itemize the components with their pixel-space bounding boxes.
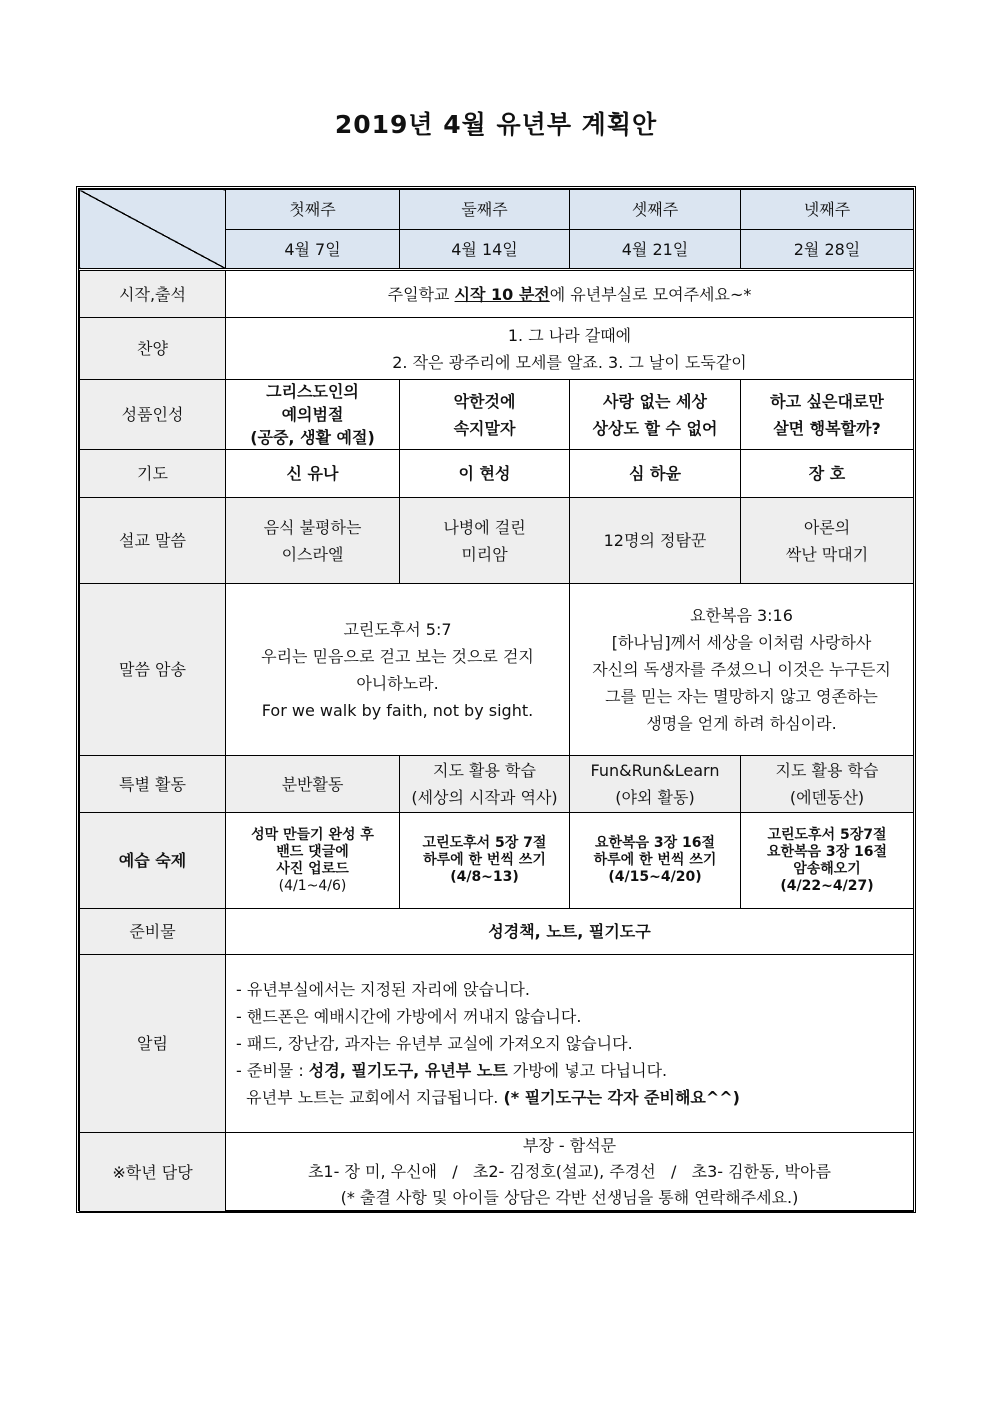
memory-verse-right: 요한복음 3:16 [하나님]께서 세상을 이처럼 사랑하사 자신의 독생자를 주셨으니 이것은 누구든지 그를 믿는 자는 멸망하지 않고 영존하는 생명을 얻게 하려 하심이라. xyxy=(570,584,914,756)
character-cell: 사랑 없는 세상 상상도 할 수 없어 xyxy=(570,380,741,450)
row-label: 찬양 xyxy=(80,318,226,380)
row-memory xyxy=(80,584,914,756)
row-label: 예습 숙제 xyxy=(80,813,226,909)
row-label: 시작,출석 xyxy=(80,270,226,318)
sermon-cell: 나병에 걸린 미리암 xyxy=(400,498,570,584)
row-notice xyxy=(80,955,914,1133)
plan-table xyxy=(79,189,914,1212)
sermon-cell: 12명의 정탐꾼 xyxy=(570,498,741,584)
row-label: ※학년 담당 xyxy=(80,1133,226,1212)
week-name: 셋째주 xyxy=(570,190,741,230)
row-homework xyxy=(80,813,914,909)
row-label: 설교 말씀 xyxy=(80,498,226,584)
sermon-cell: 음식 불평하는 이스라엘 xyxy=(226,498,400,584)
week-date: 4월 7일 xyxy=(226,230,400,270)
row-sermon xyxy=(80,498,914,584)
page-title: 2019년 4월 유년부 계획안 xyxy=(334,110,658,139)
row-label: 말씀 암송 xyxy=(80,584,226,756)
special-cell: 지도 활용 학습 (에덴동산) xyxy=(741,756,914,813)
row-materials xyxy=(80,909,914,955)
prayer-name: 심 하윤 xyxy=(570,450,741,498)
character-cell: 악한것에 속지말자 xyxy=(400,380,570,450)
character-cell: 그리스도인의 예의범절 (공중, 생활 예절) xyxy=(226,380,400,450)
row-start xyxy=(80,270,914,318)
memory-verse-left: 고린도후서 5:7 우리는 믿음으로 걷고 보는 것으로 걷지 아니하노라. For we walk by faith, not by sight. xyxy=(226,584,570,756)
row-staff xyxy=(80,1133,914,1212)
prayer-name: 신 유나 xyxy=(226,450,400,498)
special-cell: Fun&Run&Learn (야외 활동) xyxy=(570,756,741,813)
start-emphasis: 시작 10 분전 xyxy=(454,284,550,304)
special-cell: 지도 활용 학습 (세상의 시작과 역사) xyxy=(400,756,570,813)
row-praise xyxy=(80,318,914,380)
special-cell: 분반활동 xyxy=(226,756,400,813)
corner-diagonal-cell xyxy=(80,190,226,270)
materials-text: 성경책, 노트, 필기도구 xyxy=(226,909,914,955)
row-character xyxy=(80,380,914,450)
notice-text: - 유년부실에서는 지정된 자리에 앉습니다. - 핸드폰은 예배시간에 가방에서 꺼내지 않습니다. - 패드, 장난감, 과자는 유년부 교실에 가져오지 않습니다. - 준비물 : 성경, 필기도구, 유년부 노트 가방에 넣고 다닙니다. 유년부 노트는 교회에서 지급됩니다. (* 필기도구는 각자 준비해요^^) xyxy=(226,955,914,1133)
week-date: 4월 14일 xyxy=(400,230,570,270)
praise-text: 1. 그 나라 갈때에 2. 작은 광주리에 모세를 알죠. 3. 그 날이 도둑같이 xyxy=(226,318,914,380)
sermon-cell: 아론의 싹난 막대기 xyxy=(741,498,914,584)
row-prayer xyxy=(80,450,914,498)
header-week-row xyxy=(80,190,914,230)
homework-cell: 고린도후서 5장7절 요한복음 3장 16절 암송해오기 (4/22~4/27) xyxy=(741,813,914,909)
row-label: 준비물 xyxy=(80,909,226,955)
week-name: 첫째주 xyxy=(226,190,400,230)
week-date: 4월 21일 xyxy=(570,230,741,270)
row-label: 기도 xyxy=(80,450,226,498)
week-name: 둘째주 xyxy=(400,190,570,230)
homework-cell: 요한복음 3장 16절 하루에 한 번씩 쓰기 (4/15~4/20) xyxy=(570,813,741,909)
homework-cell: 성막 만들기 완성 후 밴드 댓글에 사진 업로드 (4/1~4/6) xyxy=(226,813,400,909)
week-name: 넷째주 xyxy=(741,190,914,230)
staff-text: 부장 - 함석문 초1- 장 미, 우신애 / 초2- 김정호(설교), 주경선 / 초3- 김한동, 박아름 (* 출결 사항 및 아이들 상담은 각반 선생님을 통해 연락해주세요.) xyxy=(226,1133,914,1212)
week-date: 2월 28일 xyxy=(741,230,914,270)
row-label: 알림 xyxy=(80,955,226,1133)
homework-cell: 고린도후서 5장 7절 하루에 한 번씩 쓰기 (4/8~13) xyxy=(400,813,570,909)
prayer-name: 이 현성 xyxy=(400,450,570,498)
row-label: 특별 활동 xyxy=(80,756,226,813)
plan-table-frame xyxy=(76,186,916,1213)
row-label: 성품인성 xyxy=(80,380,226,450)
prayer-name: 장 호 xyxy=(741,450,914,498)
character-cell: 하고 싶은대로만 살면 행복할까? xyxy=(741,380,914,450)
start-text: 주일학교 시작 10 분전에 유년부실로 모여주세요~* xyxy=(226,270,914,318)
row-special xyxy=(80,756,914,813)
